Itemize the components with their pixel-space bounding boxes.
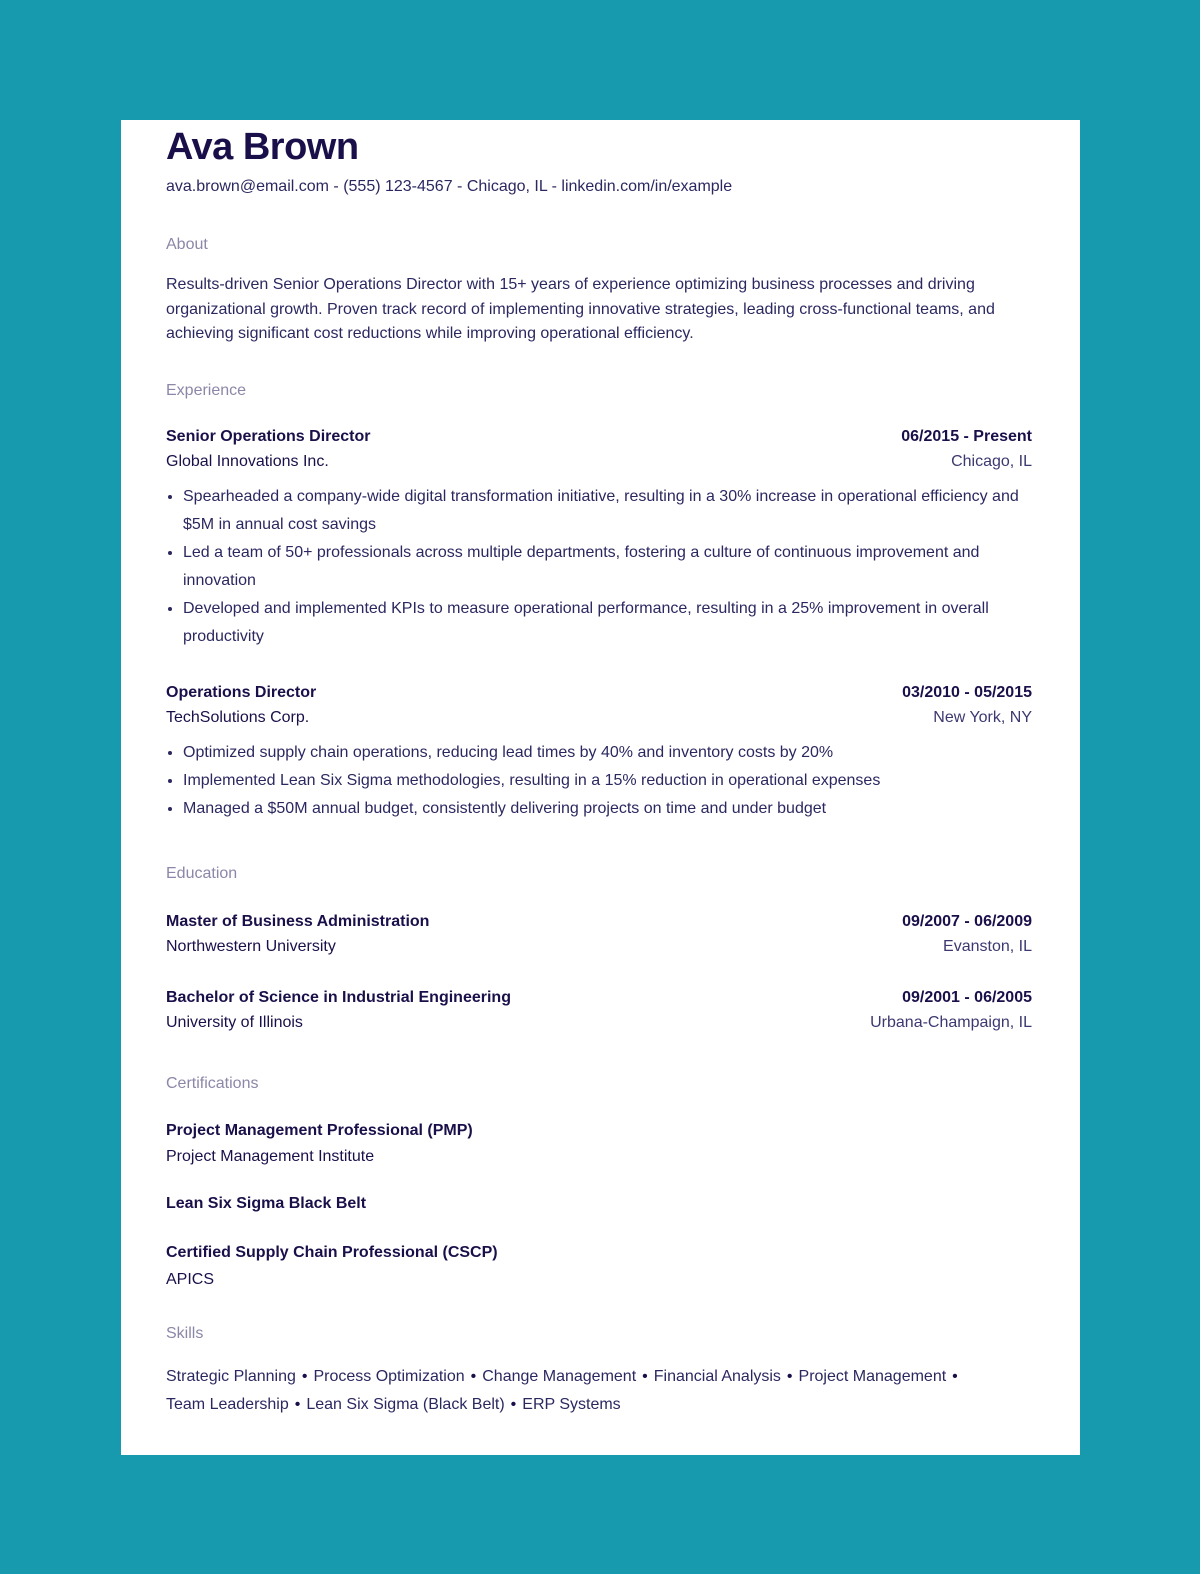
skill-item: Financial Analysis [653,1368,781,1385]
skill-separator: • [510,1396,517,1413]
skill-separator: • [301,1368,308,1385]
skill-item: Lean Six Sigma (Black Belt) [306,1396,505,1413]
skill-separator: • [470,1368,477,1385]
candidate-name: Ava Brown [166,126,359,168]
company-name: TechSolutions Corp. [166,709,310,726]
job-bullets [166,483,1032,651]
school-name: Northwestern University [166,938,336,955]
education-section-title: Education [166,865,238,882]
certification-issuer: APICS [166,1271,215,1288]
education-dates: 09/2001 - 06/2005 [902,989,1032,1006]
job-bullets [166,739,1032,823]
contact-line: ava.brown@email.com - (555) 123-4567 - Chicago, IL - linkedin.com/in/example [166,178,733,195]
list-item: • Implemented Lean Six Sigma methodologies, resulting in a 15% reduction in operational expenses [183,767,1032,795]
experience-section-title: Experience [166,382,247,399]
list-item: • Led a team of 50+ professionals across multiple departments, fostering a culture of continuous improvement and innovation [183,539,1032,595]
experience-item [166,428,1032,651]
resume-page [121,120,1080,1455]
school-location: Urbana-Champaign, IL [870,1014,1032,1031]
certification-item [166,1122,1032,1166]
certification-item [166,1244,1032,1289]
certification-name: Lean Six Sigma Black Belt [166,1195,367,1212]
skills-line [166,1363,1032,1391]
job-dates: 03/2010 - 05/2015 [902,684,1032,701]
education-item [166,913,1032,956]
list-item: • Optimized supply chain operations, reducing lead times by 40% and inventory costs by 20% [183,739,1032,767]
company-name: Global Innovations Inc. [166,453,329,470]
education-school-row [166,1014,1032,1032]
education-dates: 09/2007 - 06/2009 [902,913,1032,930]
skill-item: Change Management [482,1368,637,1385]
certification-item [166,1195,1032,1213]
degree-name: Master of Business Administration [166,913,430,930]
certification-name: Project Management Professional (PMP) [166,1122,473,1139]
job-location: Chicago, IL [951,453,1032,470]
experience-item [166,684,1032,823]
skill-item: Process Optimization [313,1368,465,1385]
skills-section-title: Skills [166,1325,204,1342]
certifications-section-title: Certifications [166,1075,259,1092]
about-text: Results-driven Senior Operations Director with 15+ years of experience optimizing business processes and driving organizational growth. Proven track record of implementing innovative strategies, leading cross-functional teams, and achieving significant cost reductions while improving operational efficiency. [166,276,995,342]
job-title: Senior Operations Director [166,428,371,445]
list-item: • Managed a $50M annual budget, consistently delivering projects on time and under budget [183,795,1032,823]
school-name: University of Illinois [166,1014,303,1031]
skill-separator: • [952,1368,958,1385]
job-location: New York, NY [933,709,1032,726]
education-school-row [166,938,1032,956]
certification-name: Certified Supply Chain Professional (CSCP) [166,1244,498,1261]
skill-item: Strategic Planning [166,1368,296,1385]
degree-name: Bachelor of Science in Industrial Engineering [166,989,511,1006]
school-location: Evanston, IL [943,938,1032,955]
skill-separator: • [786,1368,793,1385]
education-header-row [166,989,1032,1007]
skills-list [166,1363,1032,1419]
skill-item: Project Management [798,1368,947,1385]
about-section-title: About [166,236,208,253]
experience-header-row [166,684,1032,702]
skill-separator: • [642,1368,648,1385]
job-title: Operations Director [166,684,317,701]
education-header-row [166,913,1032,931]
experience-company-row [166,453,1032,471]
skill-separator: • [294,1396,301,1413]
list-item: • Spearheaded a company-wide digital transformation initiative, resulting in a 30% increase in operational efficiency and $5M in annual cost savings [183,483,1032,539]
skills-line [166,1391,1032,1419]
job-dates: 06/2015 - Present [901,428,1032,445]
experience-company-row [166,709,1032,727]
skill-item: ERP Systems [522,1396,621,1413]
education-item [166,989,1032,1032]
experience-header-row [166,428,1032,446]
certification-issuer: Project Management Institute [166,1148,375,1165]
skill-item: Team Leadership [166,1396,289,1413]
list-item: • Developed and implemented KPIs to measure operational performance, resulting in a 25% improvement in overall productivity [183,595,1032,651]
